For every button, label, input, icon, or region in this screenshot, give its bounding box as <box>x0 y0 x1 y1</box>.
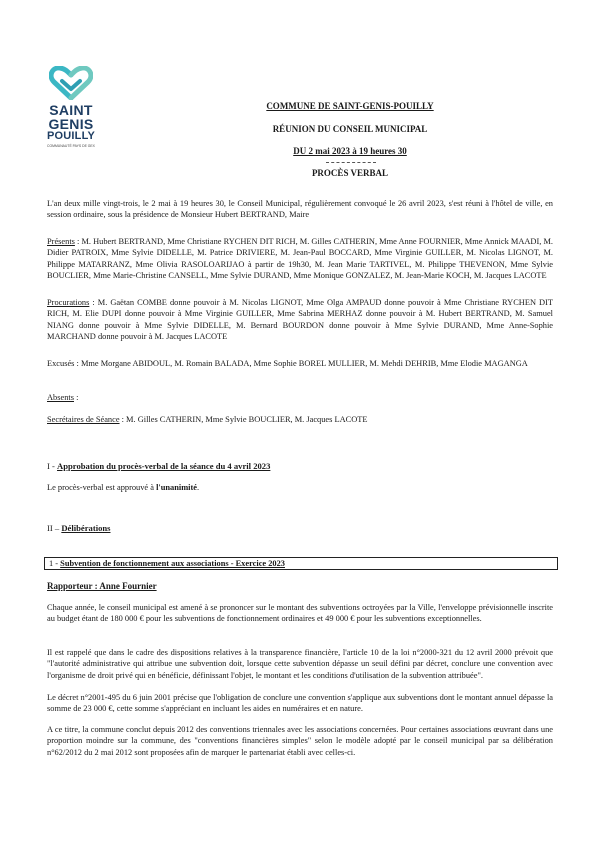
item-1-prefix: 1 - <box>49 559 61 568</box>
logo-tagline: COMMUNAUTÉ PAYS DE GEX <box>47 144 95 148</box>
section-2-heading <box>47 523 111 533</box>
section-2-prefix: II – <box>47 523 62 533</box>
logo-word-genis: GENIS <box>48 116 94 132</box>
intro-paragraph: L'an deux mille vingt-trois, le 2 mai à 19 heures 30, le Conseil Municipal, régulièrement convoqué le 26 avril 2023, s'est réuni à l'hôtel de ville, en session ordinaire, sous la présidence de Monsieur Hubert BERTRAND, Maire <box>47 199 553 220</box>
item-1-paragraph-4: A ce titre, la commune conclut depuis 2012 des conventions triennales avec les associations concernées. Pour certaines associations œuvrant dans une proportion moindre sur la commune, des "conventions financières simples" selon le modèle adopté par le conseil municipal par sa délibération n°62/2012 du 2 mai 2012 sont proposées afin de marquer le partenariat établi avec celles-ci. <box>47 725 553 757</box>
document-title: PROCÈS VERBAL <box>311 168 389 178</box>
section-1-prefix: I - <box>47 461 58 471</box>
section-1-title: Approbation du procès-verbal de la séance du 4 avril 2023 <box>57 461 271 471</box>
excuses-text: : Mme Morgane ABIDOUL, M. Romain BALADA, Mme Sophie BOREL MULLIER, M. Mehdi DEHRIB, Mme Elodie MAGANGA <box>74 359 528 368</box>
section-1-body-text: Le procès-verbal est approuvé à <box>47 483 157 492</box>
logo-word-saint: SAINT <box>49 102 93 118</box>
item-1-title-box <box>44 557 558 570</box>
presents-label: Présents <box>47 237 75 246</box>
rapporteur-line: Rapporteur : Anne Fournier <box>47 581 157 591</box>
secretaires-label: Secrétaires de Séance <box>47 415 120 424</box>
presents-text: : M. Hubert BERTRAND, Mme Christiane RYCHEN DIT RICH, M. Gilles CATHERIN, Mme Anne FOURNIER, Mme Annick MAADI, M. Didier PATROIX, Mme Sylvie DIDELLE, M. Patrice DRIVIERE, M. Jean-Paul BOCCARD, Mme Virginie GUILLER, M. Nicolas LIGNOT, M. Philippe MATARRANZ, Mme Olivia RASOLOARIJAO à partir de 19h30, M. Jean Marie TARTIVEL, M. Philippe THEVENON, Mme Sylvie BOUCLIER, Mme Marie-Christine CANSELL, Mme Sylvie DURAND, Mme Monique GONZALEZ, M. Jean-Marie KOCH, M. Jacques LACOTE <box>47 237 553 280</box>
header-separator <box>326 162 376 163</box>
meeting-heading: RÉUNION DU CONSEIL MUNICIPAL <box>272 124 428 134</box>
procurations-text: : M. Gaëtan COMBE donne pouvoir à M. Nicolas LIGNOT, Mme Olga AMPAUD donne pouvoir à Mme Christiane RYCHEN DIT RICH, M. Elie DUPI donne pouvoir à Mme Virginie GUILLER, Mme Sabrina MERHAZ donne pouvoir à M. Hubert BERTRAND, M. Samuel NIANG donne pouvoir à Mme Sylvie DIDELLE, M. Bernard BOURDON donne pouvoir à Mme Sylvie DURAND, Mme Anne-Sophie MARCHAND donne pouvoir à M. Jacques LACOTE <box>47 298 553 341</box>
heart-logo-icon <box>49 66 93 100</box>
section-1-body-end: . <box>197 483 200 492</box>
logo-word-pouilly: POUILLY <box>46 130 96 142</box>
presents-paragraph <box>47 236 553 281</box>
section-1-heading <box>47 461 270 471</box>
saint-genis-pouilly-logo <box>44 66 98 148</box>
section-1-body <box>47 482 553 493</box>
excuses-label: Excusés <box>47 359 75 368</box>
item-1-title: Subvention de fonctionnement aux associations - Exercice 2023 <box>60 559 285 568</box>
excuses-paragraph <box>47 358 553 369</box>
secretaires-text: : M. Gilles CATHERIN, Mme Sylvie BOUCLIER, M. Jacques LACOTE <box>119 415 368 424</box>
procurations-label: Procurations <box>47 298 90 307</box>
procurations-paragraph <box>47 297 553 342</box>
meeting-date: DU 2 mai 2023 à 19 heures 30 <box>293 146 407 156</box>
absents-label: Absents <box>47 393 74 402</box>
secretaires-paragraph <box>47 414 553 425</box>
absents-paragraph <box>47 392 553 403</box>
item-1-paragraph-3: Le décret n°2001-495 du 6 juin 2001 précise que l'obligation de conclure une convention s'applique aux subventions dont le montant annuel dépasse la somme de 23 000 €, cette somme s'appréciant en incluant les aides en numéraires et en nature. <box>47 693 553 714</box>
item-1-paragraph-1: Chaque année, le conseil municipal est amené à se prononcer sur le montant des subventions octroyées par la Ville, l'enveloppe prévisionnelle inscrite au budget étant de 180 000 € pour les subventions de fonctionnement ordinaires et 49 000 € pour les subventions exceptionnelles. <box>47 603 553 624</box>
section-2-title: Délibérations <box>61 523 111 533</box>
unanimity-text: l'unanimité <box>156 483 198 492</box>
absents-text: : <box>74 393 79 402</box>
commune-heading: COMMUNE DE SAINT-GENIS-POUILLY <box>266 101 434 111</box>
item-1-paragraph-2: Il est rappelé que dans le cadre des dispositions relatives à la transparence financière, l'article 10 de la loi n°2000-321 du 12 avril 2000 prévoit que "l'autorité administrative qui attribue une subvention doit, lorsque cette subvention dépasse un seuil défini par décret, conclure une convention avec l'organisme de droit privé qui en bénéficie, définissant l'objet, le montant et les conditions d'utilisation de la subvention attribuée". <box>47 648 553 680</box>
